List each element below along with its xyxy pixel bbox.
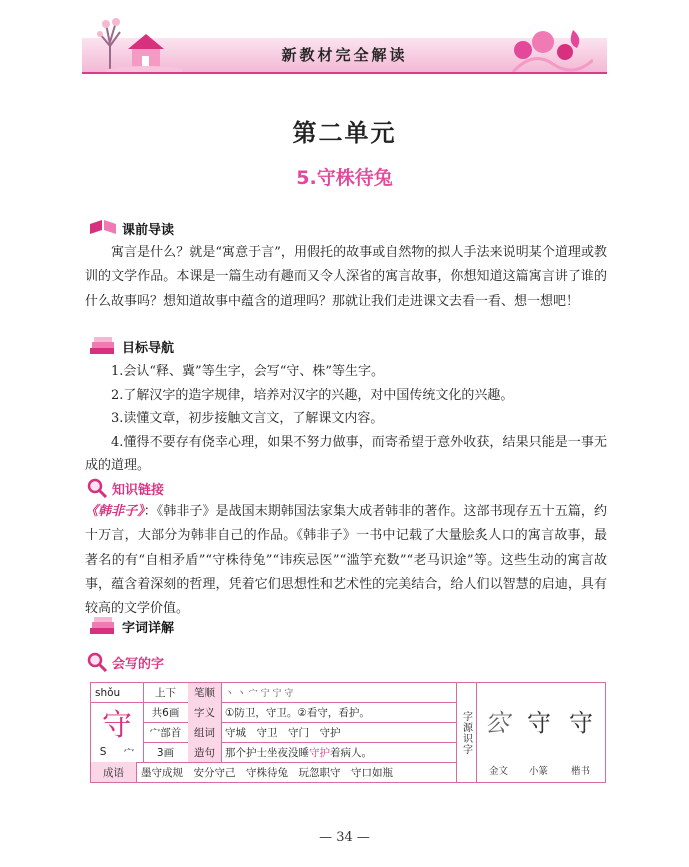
- magnifier-icon: [86, 478, 108, 498]
- unit-title: 第二单元: [292, 118, 397, 147]
- phonetic-row: [91, 742, 143, 762]
- idiom-list: 墨守成规 安分守己 守株待兔 玩忽职守 守口如瓶: [141, 766, 393, 779]
- origin-label: 字源识字: [460, 710, 472, 755]
- character-evolution: [477, 683, 605, 782]
- section-heading-label: 知识链接: [112, 482, 165, 498]
- book-term: 《韩非子》: [85, 504, 144, 519]
- meaning-label: 字义: [188, 702, 221, 722]
- magnifier-icon: [86, 652, 108, 672]
- radical: 宀部首: [149, 726, 182, 739]
- open-book-icon: [88, 218, 118, 238]
- goal-item: 1.会认“释、冀”等生字，会写“守、株”等生字。: [111, 364, 384, 379]
- big-character: 守: [102, 708, 132, 743]
- stroke-order: 丶 丶 宀 宁 宁 守: [225, 689, 294, 699]
- goal-item: 3.读懂文章，初步接触文言文，了解课文内容。: [111, 411, 384, 426]
- sentence-pre: 那个护士坐夜没睡: [225, 746, 309, 759]
- phonetic-letter: S: [99, 746, 107, 758]
- radical-strokes: 3画: [156, 746, 175, 759]
- section-heading-label: 课前导读: [122, 222, 175, 238]
- knowledge-paragraph: [85, 500, 607, 621]
- preview-paragraph: 寓言是什么？就是“寓意于言”，用假托的故事或自然物的拟人手法来说明某个道理或教训的文学作品。本课是一篇生动有趣而又令人深省的寓言故事，你想知道这篇寓言讲了谁的什么故事吗？想知道故事中蕴含的道理吗？那就让我们走进课文去看一看、想一想吧！: [85, 245, 607, 309]
- goal-item: 4.懂得不要存有侥幸心理，如果不努力做事，而寄希望于意外收获，结果只能是一事无成的道理。: [85, 434, 607, 473]
- section-heading-write: [86, 652, 164, 672]
- section-heading-knowledge: [86, 478, 164, 498]
- words-label: 组词: [188, 722, 221, 742]
- book-stack-icon: [88, 336, 118, 356]
- sentence-label: 造句: [188, 742, 221, 762]
- pinyin: shǒu: [95, 686, 121, 699]
- character-card: [90, 682, 606, 783]
- evolution-label-xiaozhuan: 小篆: [529, 766, 549, 777]
- book-stack-icon: [88, 616, 118, 636]
- meaning: ①防卫，守卫。②看守，看护。: [225, 706, 370, 719]
- goals-list: [85, 360, 607, 478]
- sentence-post: 着病人。: [330, 746, 372, 759]
- section-heading-words: [88, 616, 174, 636]
- evolution-label-jinwen: 金文: [489, 766, 509, 777]
- page-number: — 34 —: [319, 830, 370, 845]
- section-heading-label: 字词详解: [122, 620, 175, 636]
- sentence-highlight: 守护: [309, 746, 330, 759]
- stroke-order-label: 笔顺: [188, 683, 221, 702]
- knowledge-text: ：《韩非子》是战国末期韩国法家集大成者韩非的著作。这部书现存五十五篇，约十万言，大部分为韩非自己的作品。《韩非子》一书中记载了大量脍炙人口的寓言故事，最著名的有“自相矛盾”“守株待兔”“讳疾忌医”“滥竽充数”“老马识途”等。这些生动的寓言故事，蕴含着深刻的哲理，凭着它们思想性和艺术性的完美结合，给人们以智慧的启迪，具有较高的文学价值。: [85, 504, 607, 617]
- section-heading-label: 会写的字: [112, 656, 165, 672]
- evolution-label-kaishu: 楷书: [571, 766, 591, 777]
- structure: 上下: [155, 687, 176, 699]
- xiaozhuan-glyph: 守: [527, 709, 551, 737]
- page-header: [82, 16, 607, 72]
- stroke-count: 共6画: [151, 706, 180, 719]
- book-title: 新教材完全解读: [281, 46, 408, 64]
- word-list: 守城 守卫 守门 守护: [225, 726, 341, 739]
- idiom-label: 成语: [91, 762, 136, 782]
- section-heading-preview: [88, 218, 174, 238]
- lesson-title: 5.守株待兔: [296, 167, 393, 189]
- kaishu-glyph: 守: [569, 709, 593, 737]
- goal-item: 2.了解汉字的造字规律，培养对汉字的兴趣，对中国传统文化的兴趣。: [111, 387, 514, 403]
- section-heading-label: 目标导航: [122, 340, 175, 356]
- section-heading-goals: [88, 336, 174, 356]
- radical-glyph: 宀: [123, 746, 135, 759]
- example-sentence: [225, 742, 453, 762]
- jinwen-glyph: 㝐: [485, 709, 509, 737]
